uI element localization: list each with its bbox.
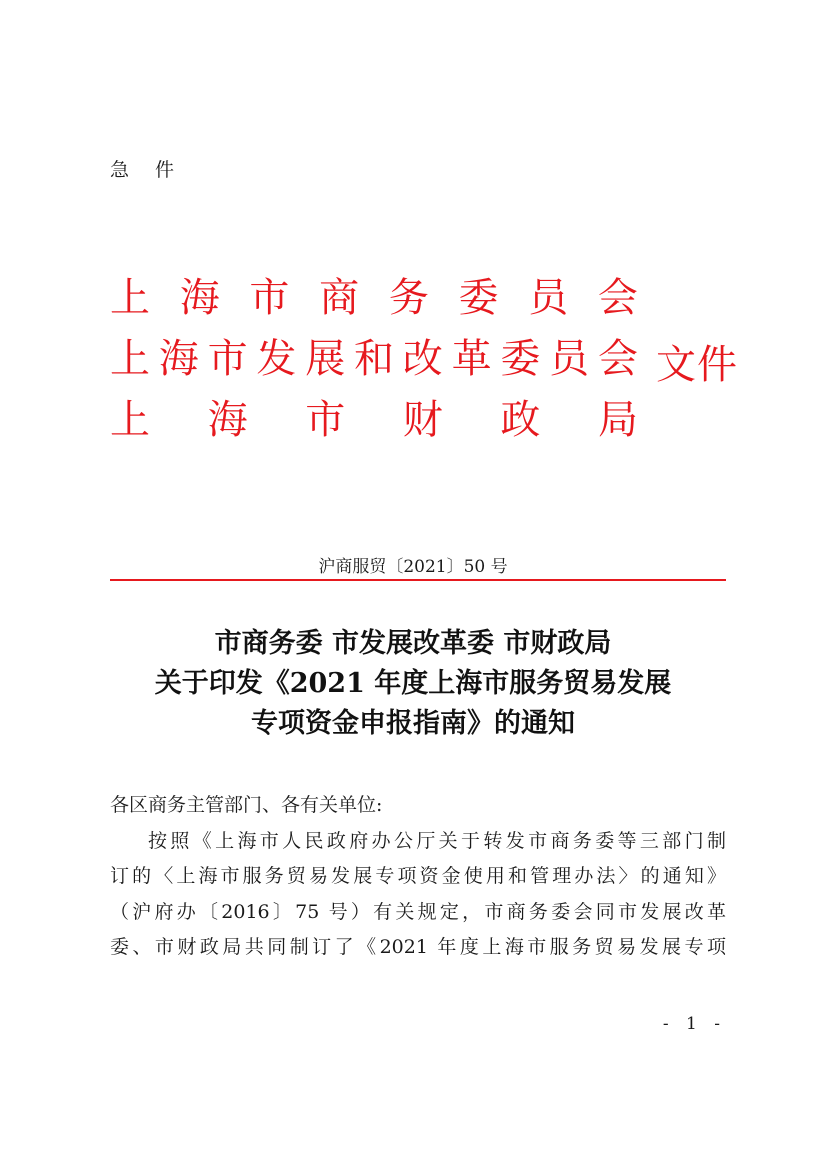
issuer-character: 发 <box>256 336 297 382</box>
issuer-character: 上 <box>110 397 150 443</box>
issuer-character: 革 <box>451 336 492 382</box>
body-line-3: （沪府办〔2016〕75 号）有关规定，市商务委会同市发展改革 <box>110 900 726 923</box>
issuer-character: 上 <box>110 336 150 382</box>
issuer-character: 改 <box>402 336 443 382</box>
issuer-character: 局 <box>597 397 638 443</box>
body-line-2: 订的〈上海市服务贸易发展专项资金使用和管理办法〉的通知》 <box>110 865 726 887</box>
issuer-character: 上 <box>110 275 150 321</box>
issuer-character: 海 <box>158 336 199 382</box>
title-line-3: 专项资金申报指南》的通知 <box>251 708 575 739</box>
issuer-character: 市 <box>207 336 248 382</box>
page-number: - 1 - <box>662 1014 726 1034</box>
issuer-line-finance <box>110 390 638 451</box>
issuer-line-development-reform <box>110 329 638 390</box>
body-line-4: 委、市财政局共同制订了《2021 年度上海市服务贸易发展专项 <box>110 936 726 958</box>
document-number: 沪商服贸〔2021〕50 号 <box>318 557 508 577</box>
issuer-character: 政 <box>500 397 541 443</box>
issuer-line-commerce <box>110 268 638 329</box>
issuer-character: 务 <box>388 275 429 321</box>
issuer-character: 委 <box>500 336 541 382</box>
issuer-character: 会 <box>597 336 638 382</box>
issuer-character: 委 <box>458 275 499 321</box>
issuer-character: 海 <box>207 397 248 443</box>
issuer-character: 会 <box>597 275 638 321</box>
issuer-character: 市 <box>305 397 346 443</box>
urgency-label: 急 件 <box>110 159 185 181</box>
issuer-character: 员 <box>528 275 569 321</box>
issuer-character: 市 <box>249 275 290 321</box>
red-divider-line <box>110 579 726 581</box>
notice-title <box>0 624 826 744</box>
issuer-character: 财 <box>402 397 443 443</box>
body-line-1: 按照《上海市人民政府办公厅关于转发市商务委等三部门制 <box>148 829 726 852</box>
issuer-character: 商 <box>319 275 360 321</box>
document-type-label: 文件 <box>656 342 738 388</box>
issuer-character: 和 <box>353 336 394 382</box>
notice-body <box>110 788 726 966</box>
issuer-character: 展 <box>305 336 346 382</box>
issuing-authorities <box>110 268 650 451</box>
title-line-2: 关于印发《2021 年度上海市服务贸易发展 <box>154 668 672 699</box>
issuer-character: 员 <box>549 336 590 382</box>
title-line-1: 市商务委 市发展改革委 市财政局 <box>214 628 612 659</box>
issuer-character: 海 <box>179 275 220 321</box>
salutation: 各区商务主管部门、各有关单位: <box>110 794 383 816</box>
